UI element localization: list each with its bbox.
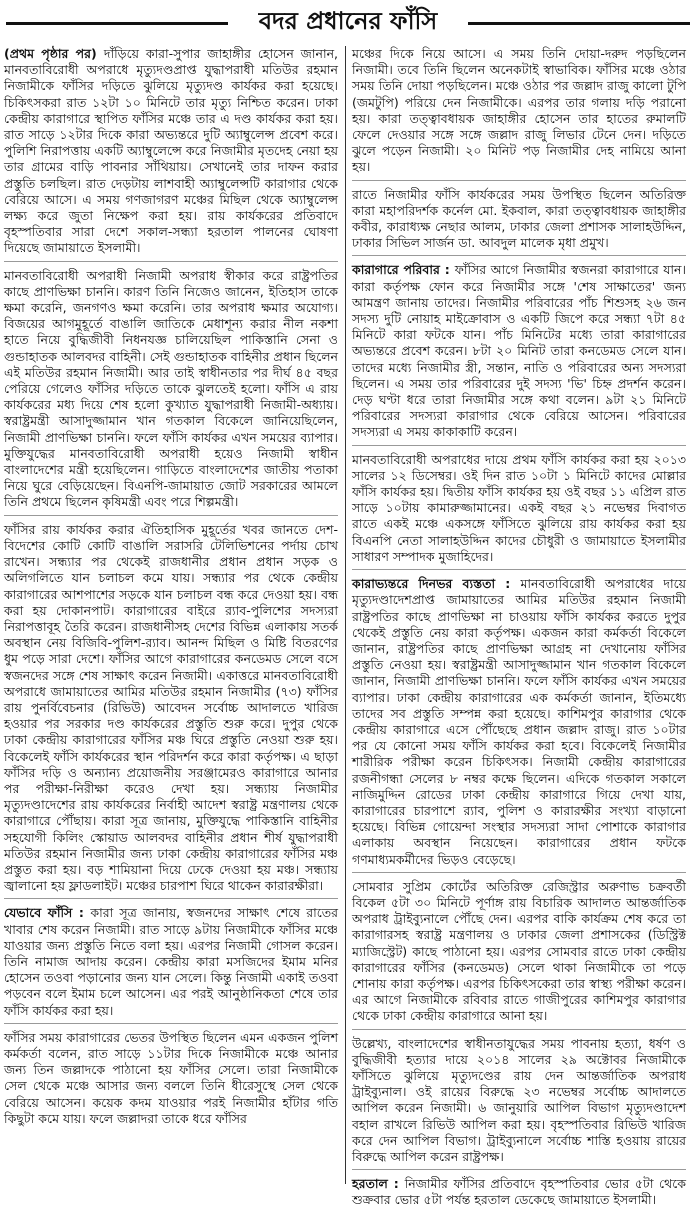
paragraph xyxy=(352,576,686,873)
paragraph xyxy=(4,905,338,1023)
header-rule-right xyxy=(468,22,690,25)
paragraph xyxy=(4,268,338,516)
paragraph xyxy=(352,46,686,181)
paragraph-text: ফাঁসির সময় কারাগারের ভেতর উপস্থিত ছিলেন এমন একজন পুলিশ কর্মকর্তা বলেন, রাত সাড়ে ১১টার দিকে নিজামীকে মঞ্চে আনার জন্য তিন জল্লাদকে পাঠানো হয় ফাঁসির সেলে। তারা নিজামীকে সেল থেকে মঞ্চে আসার জন্য বললে তিনি ধীরেসুস্থে সেল থেকে বেরিয়ে আসেন। কয়েক কদম যাওয়ার পরই নিজামীর হাঁটার গতি কিছুটা কমে যায়। ফলে জল্লাদরা তাকে ধরে ফাঁসির xyxy=(4,1029,338,1126)
paragraph xyxy=(4,522,338,900)
paragraph-lead: কারাগারে পরিবার : xyxy=(352,262,455,278)
paragraph xyxy=(352,262,686,445)
header-rule-left xyxy=(6,22,228,25)
paragraph-lead: যেভাবে ফাঁসি : xyxy=(4,905,91,921)
article-header xyxy=(0,0,696,44)
paragraph-text: মানবতাবিরোধী অপরাধের দায়ে প্রথম ফাঁসি কার্যকর করা হয় ২০১৩ সালের ১২ ডিসেম্বর। ওই দিন রাত ১০টা ১ মিনিটে কাদের মোল্লার ফাঁসি কার্যকর হয়। দ্বিতীয় ফাঁসি কার্যকর হয় ওই বছর ১১ এপ্রিল রাত সাড়ে ১০টায় কামারুজ্জামানের। একই বছর ২১ নভেম্বর দিবাগত রাতে একই মঞ্চে একসঙ্গে ফাঁসিতে ঝুলিয়ে রায় কার্যকর করা হয় বিএনপি নেতা সালাহউদ্দিন কাদের চৌধুরী ও জামায়াতে ইসলামীর সাধারণ সম্পাদক মুজাহিদের। xyxy=(352,451,686,564)
paragraph-text: সোমবার সুপ্রিম কোর্টের অতিরিক্ত রেজিস্ট্রার অরুণাভ চক্রবর্তী বিকেল ৫টা ৩০ মিনিটে পূর্ণাঙ্গ রায় বিচারিক আদালত আন্তর্জাতিক অপরাধ ট্রাইব্যুনালে পৌঁছে দেন। এরপর বাকি কার্যক্রম শেষ করে তা কারাগারসহ স্বরাষ্ট্র মন্ত্রণালয় ও ঢাকার জেলা প্রশাসকের (ডিস্ট্রিক্ট ম্যাজিস্ট্রেট) কাছে পাঠানো হয়। এরপর সোমবার রাতে ঢাকা কেন্দ্রীয় কারাগারের ফাঁসির (কনডেমড) সেলে থাকা নিজামীকে তা পড়ে শোনায় কারা কর্তৃপক্ষ। এরপর চিকিৎসকেরা তার স্বাস্থ্য পরীক্ষা করেন। এর আগে নিজামীকে রবিবার রাতে গাজীপুরের কাশিমপুর কারাগার থেকে ঢাকা কেন্দ্রীয় কারাগারে আনা হয়। xyxy=(352,878,686,1024)
paragraph xyxy=(352,1176,686,1212)
paragraph xyxy=(352,1036,686,1171)
paragraph-text: মানবতাবিরোধী অপরাধের দায়ে মৃত্যুদণ্ডাদেশপ্রাপ্ত জামায়াতের আমির মতিউর রহমান নিজামী রাষ্ট্রপতির কাছে প্রাণভিক্ষা না চাওয়ায় ফাঁসি কার্যকর করতে দুপুর থেকেই প্রস্তুতি নেয় কারা কর্তৃপক্ষ। একজন কারা কর্মকর্তা বিকেলে জানান, রাষ্ট্রপতির কাছে প্রাণভিক্ষা আগ্রহ না দেখানোয় ফাঁসির প্রস্তুতি নেওয়া হয়। স্বরাষ্ট্রমন্ত্রী আসাদুজ্জামান খান গতকাল বিকেলে জানান, নিজামী প্রাণভিক্ষা চাননি। ফলে ফাঁসি কার্যকর এখন সময়ের ব্যাপার। ঢাকা কেন্দ্রীয় কারাগারের এক কর্মকর্তা জানান, ইতিমধ্যে তাদের সব প্রস্তুতি সম্পন্ন করা হয়েছে। কাশিমপুর কারাগার থেকে কেন্দ্রীয় কারাগারে এসে পৌঁছেছে প্রধান জল্লাদ রাজু। রাত ১০টার পর যে কোনো সময় ফাঁসি কার্যকর করা হবে। বিকেলেই নিজামীর শারীরিক পরীক্ষা করেন চিকিৎসক। নিজামী কেন্দ্রীয় কারাগারের রজনীগন্ধা সেলের ৮ নম্বর কক্ষে ছিলেন। এদিকে গতকাল সকালে নাজিমুদ্দিন রোডের ঢাকা কেন্দ্রীয় কারাগারে গিয়ে দেখা যায়, কারাগারের চারপাশে র‍্যাব, পুলিশ ও কারারক্ষীর সংখ্যা বাড়ানো হয়েছে। বিভিন্ন গোয়েন্দা সংস্থার সদস্যরা সাদা পোশাকে কারাগার এলাকায় অবস্থান নিয়েছেন। কারাগারের প্রধান ফটকে গণমাধ্যমকর্মীদের ভিড়ও বেড়েছে। xyxy=(352,576,686,867)
paragraph xyxy=(352,452,686,570)
paragraph-text: ফাঁসির রায় কার্যকর করার ঐতিহাসিক মুহূর্তের খবর জানতে দেশ-বিদেশের কোটি কোটি বাঙালি সরাসরি টেলিভিশনের পর্দায় চোখ রাখেন। সন্ধ্যার পর থেকেই রাজধানীর প্রধান প্রধান সড়ক ও অলিগলিতে যান চলাচল কমে যায়। সন্ধ্যার পর থেকে কেন্দ্রীয় কারাগারের আশপাশের সড়কে যান চলাচল বন্ধ করে দেওয়া হয়। বন্ধ করা হয় দোকানপাট। কারাগারের বাইরে র‍্যাব-পুলিশের সদস্যরা নিরাপত্তাবূহ তৈরি করেন। রাজধানীসহ দেশের বিভিন্ন এলাকায় সতর্ক অবস্থান নেয় বিজিবি-পুলিশ-র‍্যাব। আনন্দ মিছিল ও মিষ্টি বিতরণের ধুম পড়ে সারা দেশে। ফাঁসির আগে কারাগারের কনডেমড সেলে বসে স্বজনদের সঙ্গে শেষ সাক্ষাৎ করেন নিজামী। একাত্তরে মানবতাবিরোধী অপরাধে জামায়াতের আমির মতিউর রহমান নিজামীর (৭৩) ফাঁসির রায় পুনর্বিবেচনার (রিভিউ) আবেদন সর্বোচ্চ আদালতে খারিজ হওয়ার পর সরকার দণ্ড কার্যকরের প্রস্তুতি শুরু করে। দুপুর থেকে ঢাকা কেন্দ্রীয় কারাগারের ফাঁসির মঞ্চ ঘিরে প্রস্তুতি নেওয়া শুরু হয়। বিকেলেই ফাঁসি কার্যকরের স্থান পরিদর্শন করে কারা কর্তৃপক্ষ। এ ছাড়া ফাঁসির দড়ি ও অন্যান্য প্রয়োজনীয় সরঞ্জামেরও কারাগারে আনার পর পরীক্ষা-নিরীক্ষা করেও দেখা হয়। সন্ধ্যায় নিজামীর মৃত্যুদণ্ডাদেশের রায় কার্যকরের নির্বাহী আদেশ স্বরাষ্ট্র মন্ত্রণালয় থেকে কারাগারে পৌঁছায়। কারা সূত্র জানায়, মুক্তিযুদ্ধে পাকিস্তানি বাহিনীর সহযোগী কিলিং স্কোয়াড আলবদর বাহিনীর প্রধান শীর্ষ যুদ্ধাপরাধী মতিউর রহমান নিজামীর জন্য ঢাকা কেন্দ্রীয় কারাগারের ফাঁসির মঞ্চ প্রস্তুত করা হয়। বড় শামিয়ানা দিয়ে ঢেকে দেওয়া হয় মঞ্চ। সন্ধ্যায় জ্বালানো হয় ফ্লাডলাইট। মঞ্চের চারপাশ ঘিরে থাকেন কারারক্ষীরা। xyxy=(4,521,338,894)
paragraph-text: রাতে নিজামীর ফাঁসি কার্যকরের সময় উপস্থিত ছিলেন অতিরিক্ত কারা মহাপরিদর্শক কর্নেল মো. ইকবাল, কারা তত্ত্বাবধায়ক জাহাঙ্গীর কবীর, কারাধ্যক্ষ নেছার আলম, ঢাকার জেলা প্রশাসক সালাহউদ্দিন, ঢাকার সিভিল সার্জন ডা. আবদুল মালেক মৃধা প্রমুখ। xyxy=(352,186,686,251)
right-column xyxy=(352,46,686,1208)
paragraph-lead: হরতাল : xyxy=(352,1176,405,1192)
paragraph-lead: কারাভ্যন্তরে দিনভর ব্যস্ততা : xyxy=(352,576,521,592)
paragraph xyxy=(4,46,338,262)
left-column xyxy=(4,46,338,1184)
paragraph-text: মানবতাবিরোধী অপরাধী নিজামী অপরাধ স্বীকার করে রাষ্ট্রপতির কাছে প্রাণভিক্ষা চাননি। কারণ তিনি নিজেও জানেন, ইতিহাস তাকে ক্ষমা করেনি, জনগণও ক্ষমা করেনি। তার অপরাধ ক্ষমার অযোগ্য। বিজয়ের আগমুহূর্তে বাঙালি জাতিকে মেধাশূন্য করার নীল নকশা হাতে নিয়ে বুদ্ধিজীবী নিধনযজ্ঞ চালিয়েছিল পাকিস্তানি সেনা ও গুন্ডাহাতক আলবদর বাহিনী। সেই গুন্ডাহাতক বাহিনীর প্রধান ছিলেন এই মতিউর রহমান নিজামী। আর তাই স্বাধীনতার পর দীর্ঘ ৪৫ বছর পেরিয়ে গেলেও ফাঁসির দড়িতে তাকে ঝুলতেই হলো। ফাঁসি এ রায় কার্যকরের মধ্য দিয়ে শেষ হলো কুখ্যাত যুদ্ধাপরাধী নিজামী-অধ্যায়। স্বরাষ্ট্রমন্ত্রী আসাদুজ্জামান খান গতকাল বিকেলে জানিয়েছিলেন, নিজামী প্রাণভিক্ষা চাননি। ফলে ফাঁসি কার্যকর এখন সময়ের ব্যাপার। মুক্তিযুদ্ধের মানবতাবিরোধী অপরাধী হয়েও নিজামী স্বাধীন বাংলাদেশের মন্ত্রী হয়েছিলেন। গাড়িতে বাংলাদেশের জাতীয় পতাকা নিয়ে ঘুরে বেড়িয়েছেন। বিএনপি-জামায়াত জোট সরকারের আমলে তিনি প্রথমে ছিলেন কৃষিমন্ত্রী এবং পরে শিল্পমন্ত্রী। xyxy=(4,267,338,510)
article-title: বদর প্রধানের ফাঁসি xyxy=(258,6,438,35)
paragraph-text: নিজামীর ফাঁসির প্রতিবাদে বৃহস্পতিবার ভোর ৫টা থেকে শুক্রবার ভোর ৫টা পর্যন্ত হরতাল ডেকেছে জামায়াতে ইসলামী। xyxy=(352,1176,686,1208)
paragraph-text: কারা সূত্র জানায়, স্বজনদের সাক্ষাৎ শেষে রাতের খাবার শেষ করেন নিজামী। রাত সাড়ে ৯টায় নিজামীকে ফাঁসির মঞ্চে যাওয়ার জন্য প্রস্তুতি নিতে বলা হয়। এরপর নিজামী গোসল করেন। তিনি নামাজ আদায় করেন। কেন্দ্রীয় কারা মসজিদের ইমাম মনির হোসেন তওবা পড়ানোর জন্য যান সেলে। কিন্তু নিজামী একাই তওবা পড়বেন বলে ইমাম চলে আসেন। এর পরই আনুষ্ঠানিকতা শেষে তার ফাঁসি কার্যকর করা হয়। xyxy=(4,905,339,1018)
paragraph xyxy=(4,1030,338,1131)
paragraph-lead: (প্রথম পৃষ্ঠার পর) xyxy=(4,46,104,61)
paragraph-text: উল্লেখ্য, বাংলাদেশের স্বাধীনতাযুদ্ধের সময় পাবনায় হত্যা, ধর্ষণ ও বুদ্ধিজীবী হত্যার দায়ে ২০১৪ সালের ২৯ অক্টোবর নিজামীকে ফাঁসিতে ঝুলিয়ে মৃত্যুদণ্ডের রায় দেন আন্তর্জাতিক অপরাধ ট্রাইব্যুনাল। ওই রায়ের বিরুদ্ধে ২৩ নভেম্বর সর্বোচ্চ আদালতে আপিল করেন নিজামী। ৬ জানুয়ারি আপিল বিভাগ মৃত্যুদণ্ডাদেশ বহাল রাখলে রিভিউ আপিল করা হয়। বৃহস্পতিবার রিভিউ খারিজ করে দেন আপিল বিভাগ। ট্রাইব্যুনালে সর্বোচ্চ শাস্তি হওয়ায় রায়ের বিরুদ্ধে আপিল করেন রাষ্ট্রপক্ষ। xyxy=(352,1035,686,1164)
paragraph xyxy=(352,879,686,1030)
paragraph xyxy=(352,187,686,257)
paragraph-text: মঞ্চের দিকে নিয়ে আসে। এ সময় তিনি দোয়া-দরুদ পড়ছিলেন নিজামী। তবে তিনি ছিলেন অনেকটাই স্বাভাবিক। ফাঁসির মঞ্চে ওঠার সময় তিনি দোয়া পড়ছিলেন। মঞ্চে ওঠার পর জল্লাদ রাজু কালো টুপি (জমটুপি) পরিয়ে দেন নিজামীকে। এরপর তার গলায় দড়ি পরানো হয়। কারা তত্ত্বাবধায়ক জাহাঙ্গীর হোসেন তার হাতের রুমালটি ফেলে দেওয়ার সঙ্গে সঙ্গে জল্লাদ রাজু লিভার টেনে দেন। দড়িতে ঝুলে পড়েন নিজামী। ২০ মিনিট পড় নিজামীর দেহ নামিয়ে আনা হয়। xyxy=(352,46,686,175)
paragraph-text: ফাঁসির আগে নিজামীর স্বজনরা কারাগারে যান। কারা কর্তৃপক্ষ ফোন করে নিজামীর সঙ্গে 'শেষ সাক্ষাতের' জন্য আমন্ত্রণ জানায় তাদের। নিজামীর পরিবারের পাঁচ শিশুসহ ২৬ জন সদস্য দুটি নোয়াহ মাইক্রোবাস ও একটি জিপে করে সন্ধ্যা ৭টা ৪৫ মিনিটে কারা ফটকে যান। পাঁচ মিনিটের মধ্যে তারা কারাগারের অভ্যন্তরে প্রবেশ করেন। ৮টা ২০ মিনিট তারা কনডেমড সেলে যান। তাদের মধ্যে নিজামীর স্ত্রী, সন্তান, নাতি ও পরিবারের অন্য সদস্যরা ছিলেন। এ সময় তার পরিবারের দুই সদস্য 'ভি' চিহ্ন প্রদর্শন করেন। দেড় ঘণ্টা ধরে তারা নিজামীর সঙ্গে কথা বলেন। ৯টা ২১ মিনিটে পরিবারের সদস্যরা কারাগার থেকে বেরিয়ে আসেন। পরিবারের সদস্যরা এ সময় কাকাকাটি করেন। xyxy=(352,262,686,440)
paragraph-text: দাঁড়িয়ে কারা-সুপার জাহাঙ্গীর হোসেন জানান, মানবতাবিরোধী অপরাধে মৃত্যুদণ্ডপ্রাপ্ত যুদ্ধাপরাধী মতিউর রহমান নিজামীকে ফাঁসির দড়িতে ঝুলিয়ে মৃত্যুদণ্ড কার্যকর করা হয়েছে। চিকিৎসকরা রাত ১২টা ১০ মিনিটে তার মৃত্যু নিশ্চিত করেন। ঢাকা কেন্দ্রীয় কারাগারে স্থাপিত ফাঁসির মঞ্চে তার এ দণ্ড কার্যকর করা হয়। রাত সাড়ে ১২টার দিকে কারা অভ্যন্তরে দুটি অ্যাম্বুলেন্স প্রবেশ করে। পুলিশি নিরাপত্তায় একটি অ্যাম্বুলেন্সে করে নিজামীর মৃতদেহ নেয়া হয় তার গ্রামের বাড়ি পাবনার সাঁথিয়ায়। সেখানেই তার দাফন করার প্রস্তুতি চলছিল। রাত দেড়টায় লাশবাহী অ্যাম্বুলেন্সটি কারাগার থেকে বেরিয়ে আসে। এ সময় গণজাগরণ মঞ্চের মিছিল থেকে অ্যাম্বুলেন্স লক্ষ্য করে জুতা নিক্ষেপ করা হয়। রায় কার্যকরের প্রতিবাদে বৃহস্পতিবার সারা দেশে সকাল-সন্ধ্যা হরতাল পালনের ঘোষণা দিয়েছে জামায়াতে ইসলামী। xyxy=(4,46,338,256)
column-divider xyxy=(345,46,346,1184)
